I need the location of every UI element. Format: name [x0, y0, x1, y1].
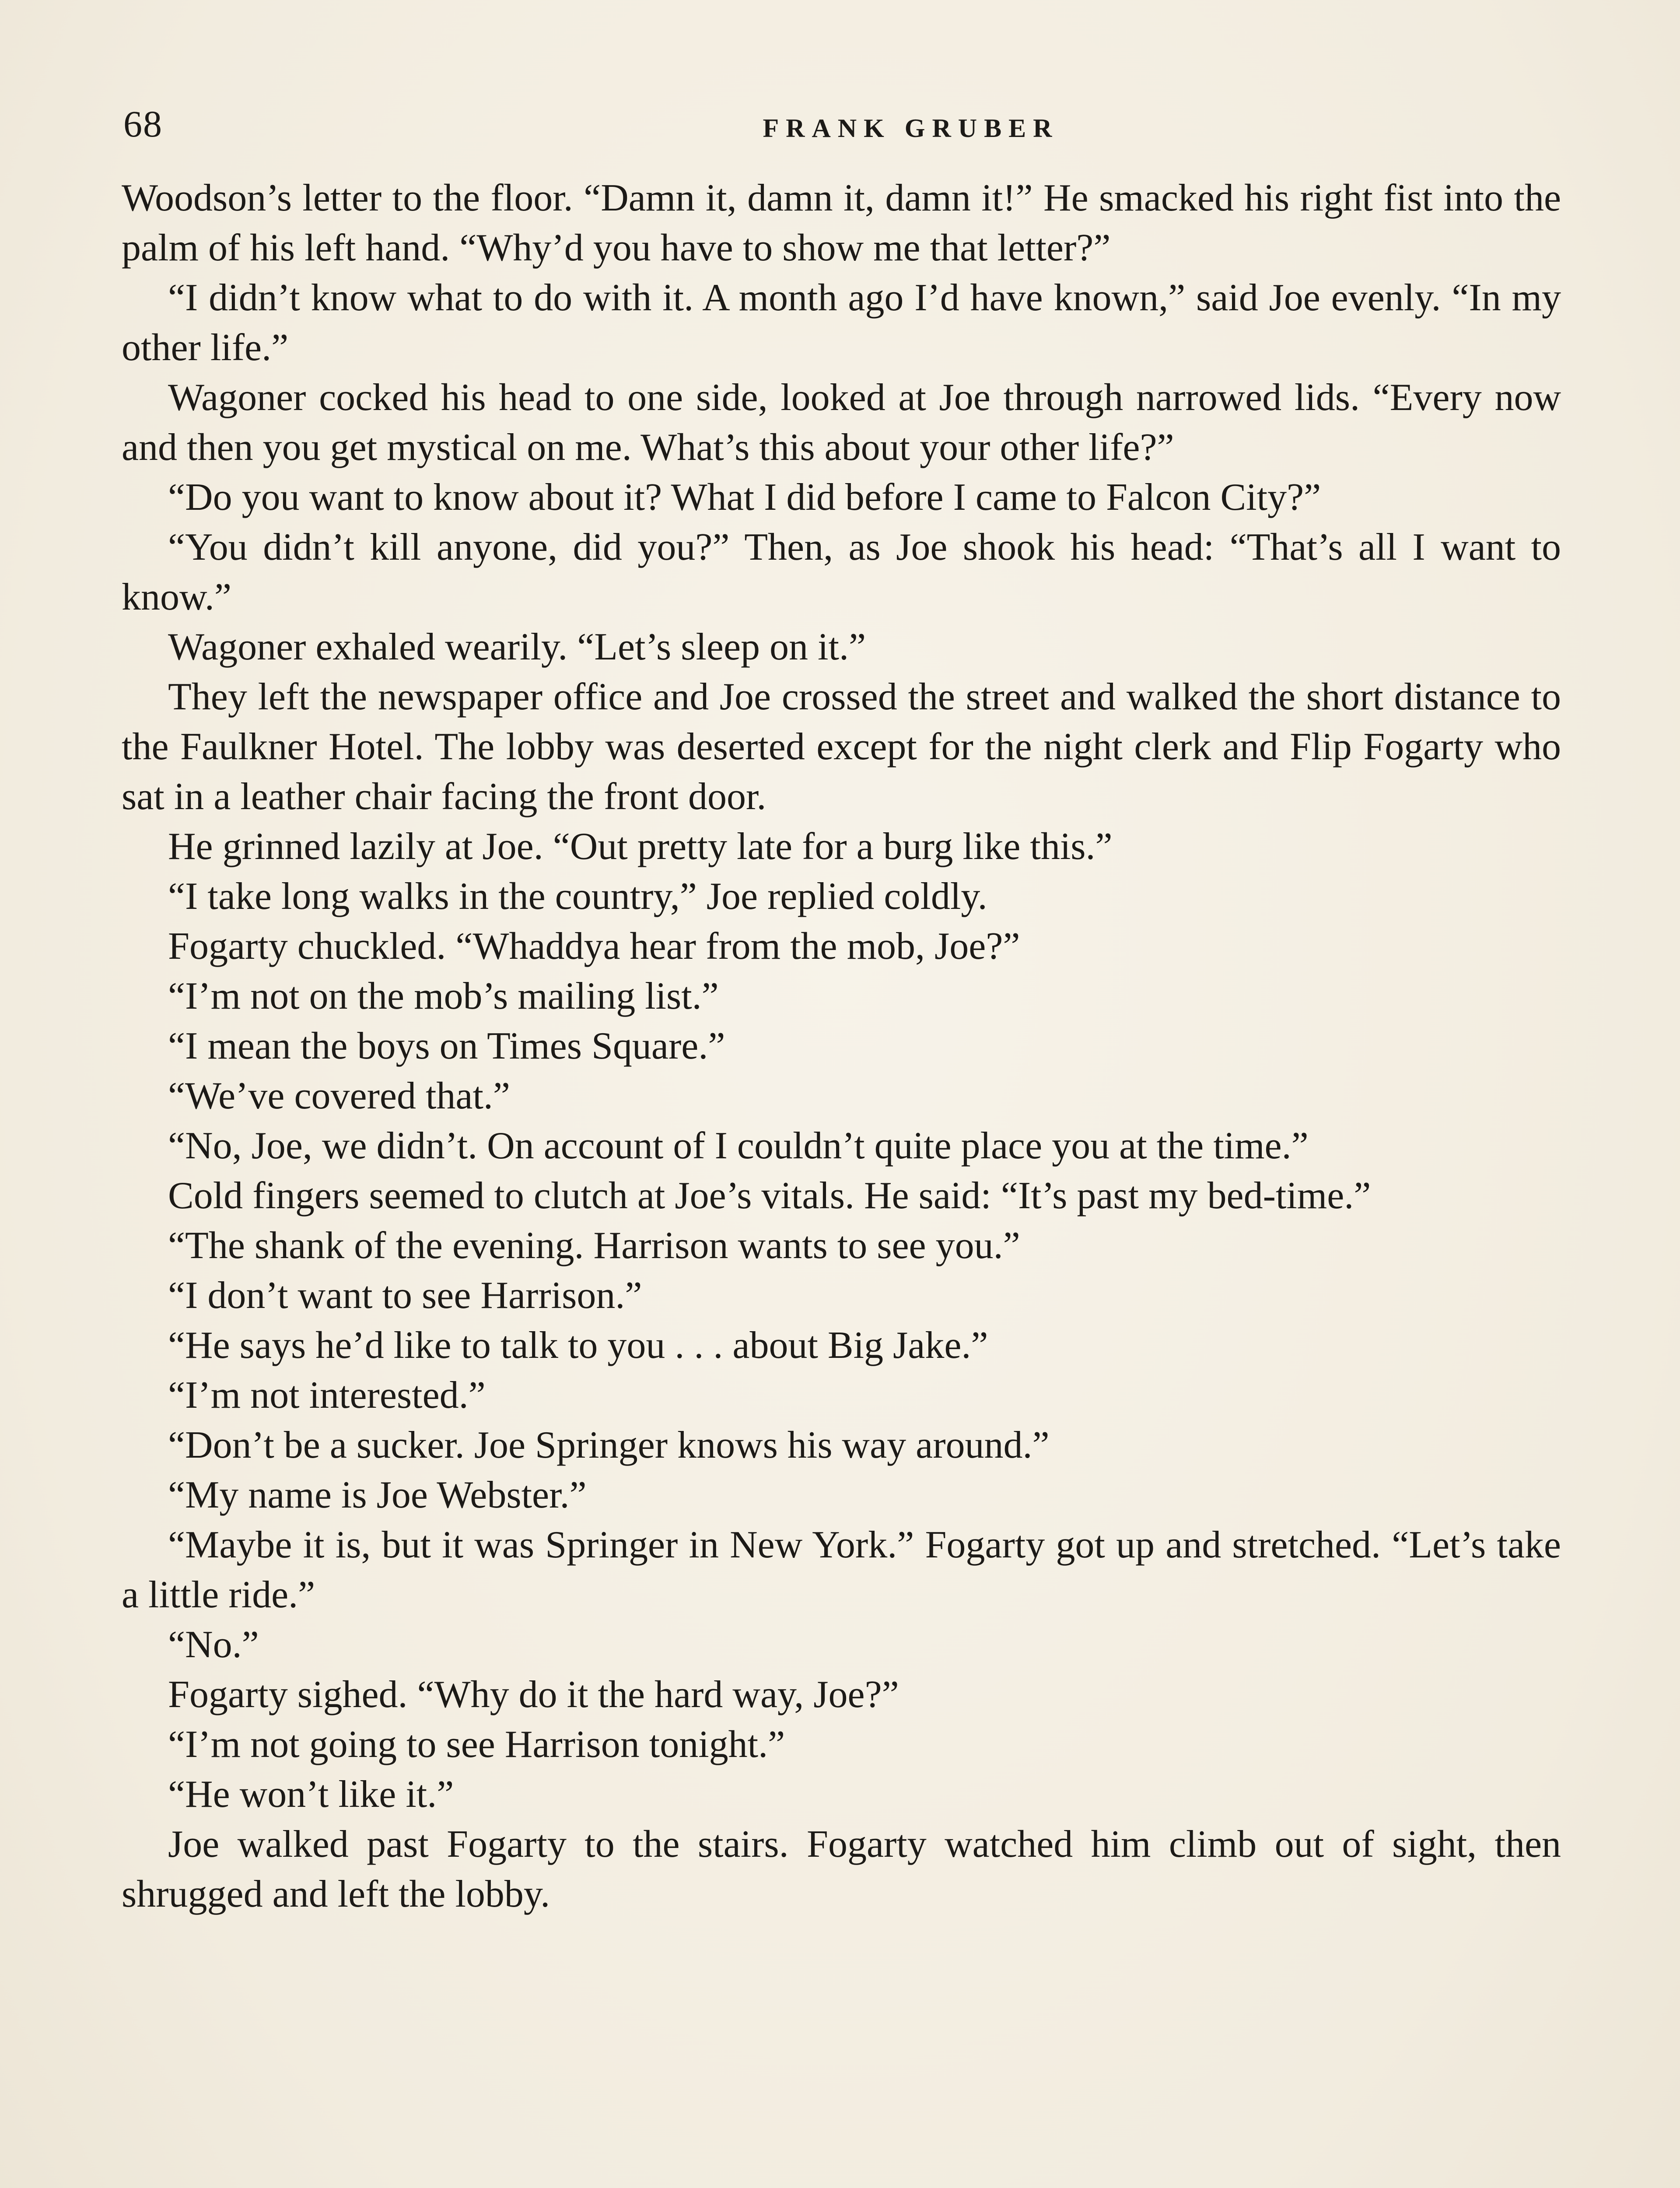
paragraph: “No.” — [168, 1623, 259, 1666]
paragraph: Woodson’s letter to the floor. “Damn it, damn it, damn it!” He smacked his right fist into the palm of his left hand. “Why’d you have to show me that letter?” — [122, 177, 1561, 269]
paragraph: Joe walked past Fogarty to the stairs. Fogarty watched him climb out of sight, then shrugged and left the lobby. — [122, 1823, 1561, 1915]
paragraph: “Don’t be a sucker. Joe Springer knows his way around.” — [168, 1424, 1050, 1466]
paragraph: “The shank of the evening. Harrison wants to see you.” — [168, 1224, 1020, 1267]
paragraph: “We’ve covered that.” — [168, 1075, 510, 1117]
page-number: 68 — [123, 103, 163, 145]
paragraph: “I mean the boys on Times Square.” — [168, 1025, 725, 1067]
paragraph: “He won’t like it.” — [168, 1773, 454, 1816]
paragraph: Fogarty sighed. “Why do it the hard way, Joe?” — [168, 1673, 899, 1716]
paragraph: “He says he’d like to talk to you . . . about Big Jake.” — [168, 1324, 988, 1367]
paragraph: “Do you want to know about it? What I did before I came to Falcon City?” — [168, 476, 1321, 519]
paragraph: “I’m not on the mob’s mailing list.” — [168, 975, 719, 1017]
running-title: FRANK GRUBER — [763, 114, 1059, 143]
paragraph: “I didn’t know what to do with it. A month ago I’d have known,” said Joe evenly. “In my other life.” — [122, 277, 1561, 369]
paragraph: Wagoner cocked his head to one side, looked at Joe through narrowed lids. “Every now and then you get mystical on me. What’s this about your other life?” — [122, 376, 1561, 469]
paragraph: “I’m not interested.” — [168, 1374, 486, 1417]
running-head — [123, 96, 1563, 158]
paragraph: “I take long walks in the country,” Joe replied coldly. — [168, 875, 987, 918]
body-text — [122, 173, 1561, 1919]
paragraph: Cold fingers seemed to clutch at Joe’s vitals. He said: “It’s past my bed-time.” — [168, 1175, 1371, 1217]
paragraph: “You didn’t kill anyone, did you?” Then, as Joe shook his head: “That’s all I want to know.” — [122, 526, 1561, 618]
paragraph: “No, Joe, we didn’t. On account of I couldn’t quite place you at the time.” — [168, 1125, 1309, 1167]
paragraph: Wagoner exhaled wearily. “Let’s sleep on it.” — [168, 626, 866, 668]
paragraph: He grinned lazily at Joe. “Out pretty late for a burg like this.” — [168, 825, 1113, 868]
paragraph: “Maybe it is, but it was Springer in New York.” Fogarty got up and stretched. “Let’s take a little ride.” — [122, 1524, 1561, 1616]
paragraph: “My name is Joe Webster.” — [168, 1474, 587, 1516]
paragraph: They left the newspaper office and Joe crossed the street and walked the short distance to the Faulkner Hotel. The lobby was deserted except for the night clerk and Flip Fogarty who sat in a leather chair facing the front door. — [122, 676, 1561, 818]
paragraph: “I’m not going to see Harrison tonight.” — [168, 1723, 785, 1766]
paragraph: “I don’t want to see Harrison.” — [168, 1274, 642, 1317]
paragraph: Fogarty chuckled. “Whaddya hear from the mob, Joe?” — [168, 925, 1020, 968]
